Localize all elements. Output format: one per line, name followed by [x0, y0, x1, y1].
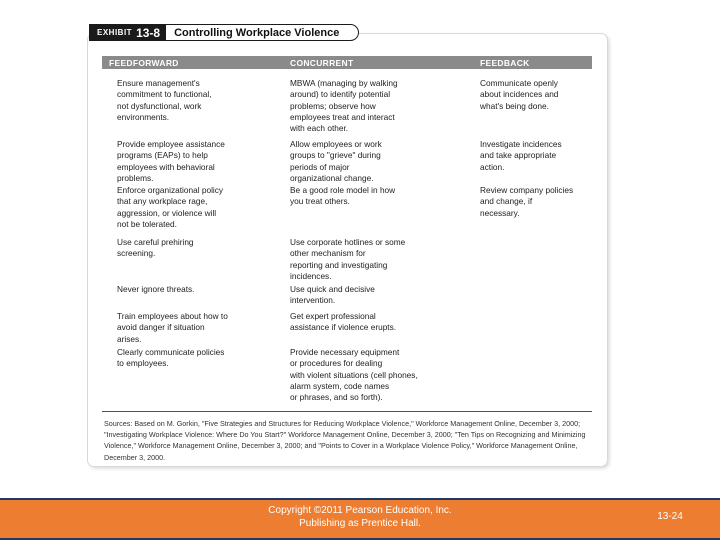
column-header-feedforward: FEEDFORWARD [109, 57, 179, 68]
divider [102, 411, 592, 412]
table-cell: Get expert professional assistance if violence erupts. [290, 311, 397, 333]
exhibit-title: Controlling Workplace Violence [166, 24, 359, 41]
table-cell: Be a good role model in how you treat others. [290, 185, 396, 207]
table-cell [480, 311, 585, 347]
table-body [117, 78, 587, 407]
table-cell: Never ignore threats. [117, 284, 195, 294]
table-cell [480, 237, 585, 284]
table-cell: Use quick and decisive intervention. [290, 284, 375, 306]
table-cell: Investigate incidences and take appropriate action. [480, 139, 562, 172]
exhibit-heading [89, 24, 359, 41]
table-header [102, 56, 592, 69]
table-cell: Communicate openly about incidences and what's being done. [480, 78, 559, 111]
exhibit-label [89, 24, 166, 41]
publisher-line: Publishing as Prentice Hall. [299, 517, 421, 529]
table-cell [480, 284, 585, 311]
table-cell: Clearly communicate policies to employees. [117, 347, 225, 369]
table-cell [480, 347, 585, 407]
table-cell: Enforce organizational policy that any workplace rage, aggression, or violence will not be tolerated. [117, 185, 224, 229]
table-cell: Use corporate hotlines or some other mechanism for reporting and investigating incidences. [290, 237, 406, 281]
table-cell: Use careful prehiring screening. [117, 237, 194, 259]
sources-note: Sources: Based on M. Gorkin, "Five Strategies and Structures for Reducing Workplace Violence," Workforce Management Online, December 3, 2000; "Investigating Workplace Violence: Where Do You Start?" Workforce Management Online, December 3, 2000; "Ten Tips on Recognizing and Minimizing Violence," Workforce Management Online, December 3, 2000; and "Points to Cover in a Workplace Violence Policy," Workforce Management Online, December 3, 2000. [104, 419, 586, 462]
exhibit-word: EXHIBIT [97, 28, 133, 37]
table-cell: Review company policies and change, if necessary. [480, 185, 574, 218]
table-row [117, 139, 587, 185]
table-row [117, 284, 587, 311]
table-row [117, 185, 587, 237]
copyright-notice [240, 505, 480, 530]
table-row [117, 347, 587, 407]
table-cell: Allow employees or work groups to "grieve" during periods of major organizational change. [290, 139, 382, 183]
table-cell: Ensure management's commitment to functional, not dysfunctional, work environments. [117, 78, 212, 122]
column-header-feedback: FEEDBACK [480, 57, 530, 68]
table-cell: Provide employee assistance programs (EAPs) to help employees with behavioral problems. [117, 139, 225, 183]
table-cell: Train employees about how to avoid danger if situation arises. [117, 311, 228, 344]
slide-number: 13-24 [657, 511, 683, 522]
exhibit-number: 13-8 [136, 25, 161, 40]
table-row [117, 237, 587, 284]
table-row [117, 311, 587, 347]
copyright-line: Copyright ©2011 Pearson Education, Inc. [268, 505, 452, 516]
table-row [117, 78, 587, 139]
table-cell: Provide necessary equipment or procedures for dealing with violent situations (cell phones, alarm system, code names or phrases, and so forth). [290, 347, 418, 403]
table-cell: MBWA (managing by walking around) to identify potential problems; observe how employees treat and interact with each other. [290, 78, 398, 134]
column-header-concurrent: CONCURRENT [290, 57, 354, 68]
footer-bar [0, 498, 720, 540]
